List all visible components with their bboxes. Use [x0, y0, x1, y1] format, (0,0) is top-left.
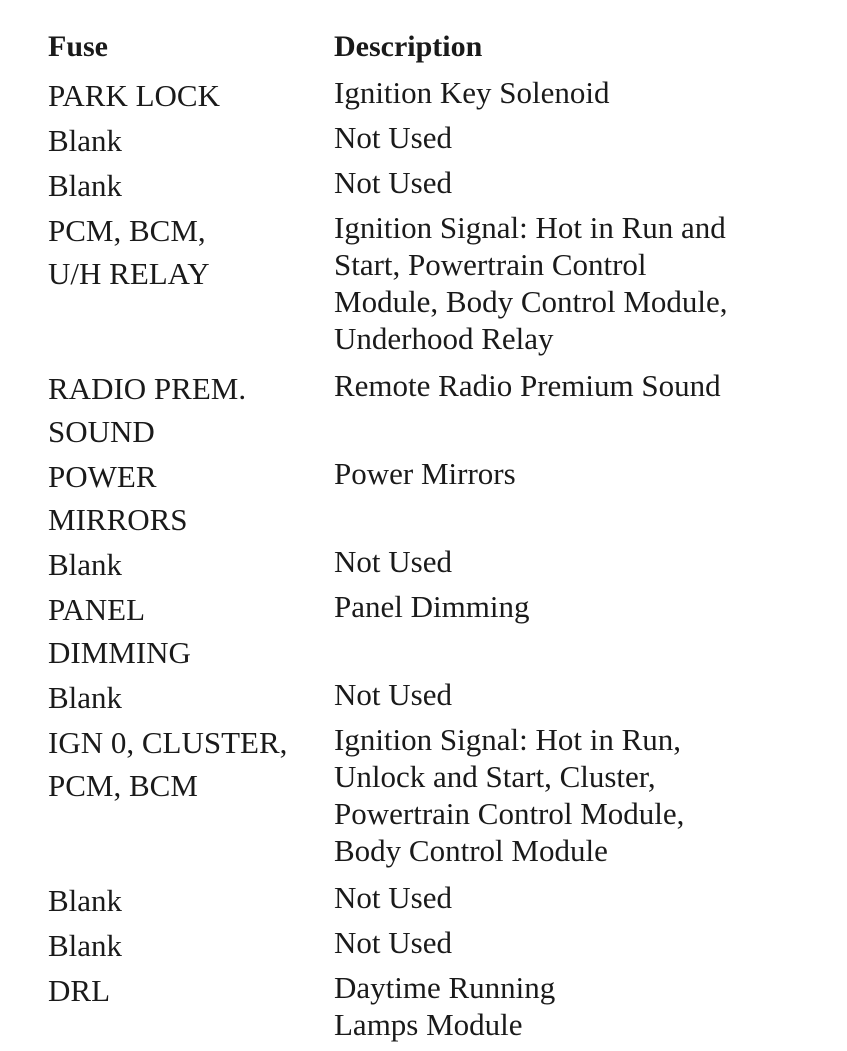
fuse-cell [48, 164, 328, 207]
fuse-cell [48, 209, 328, 295]
fuse-cell-line: Blank [48, 547, 123, 582]
fuse-cell-line: MIRRORS [48, 502, 188, 537]
description-cell [334, 164, 814, 201]
description-cell-line: Ignition Signal: Hot in Run, [334, 722, 682, 757]
fuse-cell-line: Blank [48, 928, 123, 963]
description-cell [334, 74, 814, 111]
fuse-cell [48, 721, 328, 807]
description-cell [334, 543, 814, 580]
fuse-cell-line: DRL [48, 973, 110, 1008]
description-cell [334, 676, 814, 713]
description-cell [334, 588, 814, 625]
table-row [48, 719, 828, 877]
fuse-cell-line: DIMMING [48, 635, 191, 670]
description-cell [334, 721, 814, 869]
description-cell-line: Not Used [334, 677, 452, 712]
fuse-cell [48, 924, 328, 967]
table-row [48, 365, 828, 453]
fuse-cell [48, 119, 328, 162]
table-row [48, 72, 828, 117]
description-cell [334, 119, 814, 156]
fuse-cell-line: Blank [48, 883, 123, 918]
table-row [48, 207, 828, 365]
table-row [48, 877, 828, 922]
fuse-cell [48, 969, 328, 1012]
table-row [48, 117, 828, 162]
description-cell-line: Not Used [334, 925, 452, 960]
table-row [48, 162, 828, 207]
description-cell-line: Start, Powertrain Control [334, 247, 647, 282]
description-cell [334, 209, 814, 357]
description-cell-line: Unlock and Start, Cluster, [334, 759, 656, 794]
description-column-header: Description [334, 30, 483, 63]
fuse-cell-line: PANEL [48, 592, 146, 627]
fuse-cell-line: PCM, BCM [48, 768, 198, 803]
description-cell-line: Underhood Relay [334, 321, 554, 356]
fuse-cell-line: RADIO PREM. [48, 371, 247, 406]
description-cell-line: Powertrain Control Module, [334, 796, 685, 831]
fuse-cell [48, 676, 328, 719]
description-cell [334, 879, 814, 916]
fuse-cell-line: U/H RELAY [48, 256, 210, 291]
fuse-cell [48, 588, 328, 674]
fuse-cell [48, 455, 328, 541]
description-cell-line: Daytime Running [334, 970, 556, 1005]
fuse-cell-line: PARK LOCK [48, 78, 220, 113]
description-cell-line: Remote Radio Premium Sound [334, 368, 721, 403]
description-cell-line: Ignition Key Solenoid [334, 75, 610, 110]
fuse-cell-line: SOUND [48, 414, 155, 449]
table-body [48, 72, 828, 1051]
description-cell-line: Ignition Signal: Hot in Run and [334, 210, 726, 245]
description-cell-line: Not Used [334, 880, 452, 915]
fuse-cell [48, 367, 328, 453]
fuse-cell-line: Blank [48, 168, 123, 203]
description-cell-line: Not Used [334, 120, 452, 155]
fuse-cell-line: Blank [48, 123, 123, 158]
description-cell [334, 367, 814, 404]
description-cell-line: Not Used [334, 544, 452, 579]
fuse-cell [48, 879, 328, 922]
fuse-cell-line: POWER [48, 459, 157, 494]
description-cell [334, 924, 814, 961]
fuse-cell-line: PCM, BCM, [48, 213, 206, 248]
table-header [48, 28, 828, 72]
fuse-cell-line: IGN 0, CLUSTER, [48, 725, 288, 760]
table-row [48, 674, 828, 719]
description-cell-line: Lamps Module [334, 1007, 523, 1042]
description-cell-line: Body Control Module [334, 833, 608, 868]
description-cell-line: Module, Body Control Module, [334, 284, 728, 319]
description-cell [334, 969, 814, 1043]
table-row [48, 922, 828, 967]
table-row [48, 541, 828, 586]
fuse-column-header: Fuse [48, 30, 108, 63]
description-cell-line: Panel Dimming [334, 589, 530, 624]
description-cell [334, 455, 814, 492]
fuse-table [48, 28, 828, 1051]
table-row [48, 453, 828, 541]
table-row [48, 967, 828, 1051]
description-cell-line: Not Used [334, 165, 452, 200]
fuse-cell [48, 543, 328, 586]
fuse-cell-line: Blank [48, 680, 123, 715]
fuse-cell [48, 74, 328, 117]
table-row [48, 586, 828, 674]
description-cell-line: Power Mirrors [334, 456, 516, 491]
